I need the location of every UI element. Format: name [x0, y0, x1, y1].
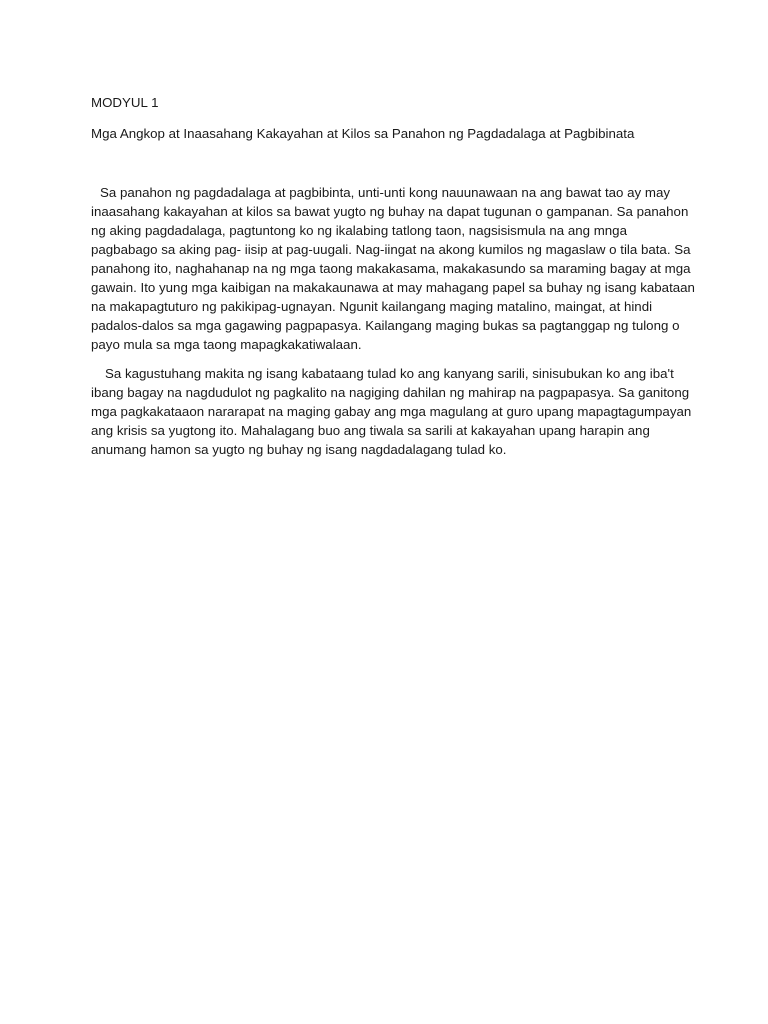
document-body — [91, 93, 695, 459]
body-paragraph-1: Sa panahon ng pagdadalaga at pagbibinta, unti-unti kong nauunawaan na ang bawat tao ay may inaasahang kakayahan at kilos sa bawat yugto ng buhay na dapat tugunan o gampanan. Sa panahon ng aking pagdadalaga, pagtuntong ko ng ikalabing tatlong taon, nagsisismula na ang mnga pagbabago sa aking pag- iisip at pag-uugali. Nag-iingat na akong kumilos ng magaslaw o tila bata. Sa panahong ito, naghahanap na ng mga taong makakasama, makakasundo sa maraming bagay at mga gawain. Ito yung mga kaibigan na makakaunawa at may mahagang papel sa buhay ng isang kabataan na makapagtuturo ng pakikipag-ugnayan. Ngunit kailangang maging matalino, maingat, at hindi padalos-dalos sa mga gagawing pagpapasya. Kailangang maging bukas sa pagtanggap ng tulong o payo mula sa mga taong mapagkakatiwalaan. — [91, 185, 695, 352]
document-title: Mga Angkop at Inaasahang Kakayahan at Kilos sa Panahon ng Pagdadalaga at Pagbibinata — [91, 126, 635, 141]
body-paragraph-2: Sa kagustuhang makita ng isang kabataang tulad ko ang kanyang sarili, sinisubukan ko ang iba't ibang bagay na nagdudulot ng pagkalito na nagiging dahilan ng mahirap na pagpapasya. Sa ganitong mga pagkakataaon nararapat na maging gabay ang mga magulang at guro upang mapagtagumpayan ang krisis sa yugtong ito. Mahalagang buo ang tiwala sa sarili at kakayahan upang harapin ang anumang hamon sa yugto ng buhay ng isang nagdadalagang tulad ko. — [91, 366, 692, 457]
module-label: MODYUL 1 — [91, 95, 159, 110]
